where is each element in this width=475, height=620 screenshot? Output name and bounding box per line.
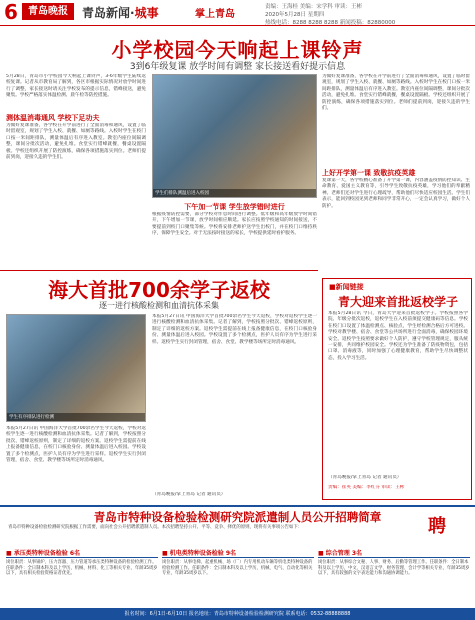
paper-logo: 青岛晚报 <box>22 3 74 20</box>
story1-photo-caption: 学生们排队测温后进入校园 <box>153 189 316 197</box>
news-link-box <box>322 278 472 500</box>
story1-body3: 复课第一天，各学校精心准备了开学第一课，内容涵盖疫情防控知识、生命教育、爱国主义教育等，引导学生致敬抗疫英雄，学习他们的奉献精神。老师们还对学生进行心理疏导，帮助他们尽快适应校园生活。学生们表示，能回到校园见到老师和同学非常开心，一定会认真学习，做好个人防护。 <box>322 178 470 209</box>
news-link-tag: ■新闻链接 <box>329 283 364 291</box>
job-ad-intro: 青岛市特种设备检验检测研究院根据工作需要，面向社会公开招聘派遣制人员。本次招聘坚持公开、平等、竞争、择优的原则，现将有关事项公告如下： <box>8 525 303 530</box>
editors: 责编：王海桂 美编：宋学科 审读：王彬 <box>265 4 362 10</box>
story2-photo <box>6 314 146 422</box>
job-ad-column-title: ■ 承压类特种设备检验 6名 <box>6 548 158 558</box>
story1-body2: 根据疫情防控需要，部分学校对作息时间进行调整。低年级和高年级放学时间错开，下午增加一节课，放学时间相应顺延。家长应按照学校通知的时间接送，不要提前到校门口聚集等候。学校将安排老师护送学生出校门，并在校门口维持秩序，保障学生安全。对于无法按时接送的家长，学校提供延时看护服务。 <box>152 212 317 237</box>
story2-reporter: （青岛晚报/掌上青岛 记者 通讯员） <box>152 492 226 497</box>
contact-line: 热线电话：8288 8288 8288 新闻投稿：82880000 <box>265 20 396 26</box>
story3-body: 本报5月28日讯 今日，青岛大学迎来首批返校学子。学校按照各学院、年级分批次返校，返校学生在入校前须提交健康码等信息。学校在校门口设置了体温检测点、核验点，学生经检测合格后方可进校。学校对教学楼、宿舍、食堂等公共场所进行全面消毒，确保校园环境安全。返校学生按照要求做好个人防护，遵守学校管理规定，服从统一安排，共同维护校园安全。学校还为学生准备了防疫物资包，包括口罩、消毒液等，同时加强了心理健康教育，帮助学生尽快调整状态，投入学习生活。 <box>328 311 468 361</box>
story2-body: 本报5月27日讯 中国海洋大学首批700余名学生今天返校，学校对返校学生逐一进行核酸检测和血清抗体采集。记者了解到，学校按照分批次、错峰返校原则，制定了详细的返校方案。返校学生需提前在线上报备健康信息，在校门口核验身份、测量体温后进入校园。学校设置了多个检测点，医护人员有序为学生进行采样。返校学生实行封闭管理，宿舍、食堂、教学楼等场所定时消毒通风。 <box>152 314 317 345</box>
app-logo: 掌上青岛 <box>195 9 235 20</box>
section-name: 城事 <box>134 6 159 20</box>
story2-headline: 海大首批700余学子返校 <box>48 278 270 302</box>
job-ad-column-text: 岗位职责：从事综合文秘、人事、财务、后勤等管理工作。任职条件：全日制本科及以上学历，中文、汉语言文学、财务管理、会计学等相关专业，年龄35周岁以下，具有较强的文字表达能力和沟通协调能力。 <box>318 560 470 577</box>
job-ad-column <box>162 548 314 608</box>
job-ad-title: 青岛市特种设备检验检测研究院派遣制人员公开招聘简章 <box>93 510 382 524</box>
story2-subheadline: 逐一进行核酸检测和血清抗体采集 <box>99 301 219 310</box>
divider <box>0 270 318 271</box>
story1-photo <box>152 74 317 198</box>
issue-date: 2020年5月28日 星期四 <box>265 12 325 18</box>
story2-body-col1: 本报5月27日讯 中国海洋大学首批700余名学生今天返校，学校对返校学生逐一进行核酸检测和血清抗体采集。记者了解到，学校按照分批次、错峰返校原则，制定了详细的返校方案。返校学生需提前在线上报备健康信息，在校门口核验身份、测量体温后进入校园。学校设置了多个检测点，医护人员有序为学生进行采样。返校学生实行封闭管理，宿舍、食堂、教学楼等场所定时消毒通风。 <box>6 426 146 464</box>
job-ad-footer: 报名时间：6月1日-6月10日 报名地址：青岛市特种设备检验检测研究院 联系电话：0532-88888888 <box>0 608 475 620</box>
job-ad-column-title: ■ 机电类特种设备检验 9名 <box>162 548 314 558</box>
story3-reporter: （青岛晚报/掌上青岛 记者 通讯员） <box>328 475 402 480</box>
story1-sub2: 下午加一节课 学生放学错时进行 <box>184 203 285 211</box>
header-meta <box>265 3 470 27</box>
story1-subheadline: 3到6年级复课 放学时间有调整 家长接送看好提示信息 <box>129 62 346 72</box>
job-ad-stamp: 聘 <box>428 516 446 537</box>
story1-sub3: 上好开学第一课 致敬抗疫英雄 <box>322 169 416 177</box>
story1-headline: 小学校园今天响起上课铃声 <box>111 38 364 62</box>
job-ad-column-text: 岗位职责：从事电梯、起重机械、场（厂）内专用机动车辆等机电类特种设备的检验检测工作。任职条件：全日制本科及以上学历，机械、电气、自动化等相关专业，年龄35周岁以下。 <box>162 560 313 577</box>
story1-lead: 5月28日，青岛市小学校园今天响起上课铃声，3-6年级学生陆续返校复课。记者从市教育局了解到，各区市根据实际情况对放学时间进行了调整，家长接送时请关注学校发布的提示信息，错峰接送，避免聚集。学校严格落实体温检测、晨午检等防控措施。 <box>6 74 146 99</box>
story1-body1: 为做好复课准备，各学校在开学前进行了全面消毒和通风，设置了临时留观室，规划了学生入校、就餐、如厕等路线。入校时学生在校门口按一米间距排队，测量体温后有序进入教室。教室内座位间隔调整，课间分批次活动，避免扎堆。食堂实行错峰就餐，餐桌设置隔板。学校还组织开展了防控演练，确保各项措施落实到位。老师们提前到岗，迎接久违的学生们。 <box>6 123 146 161</box>
section-prefix: 青岛新闻· <box>82 6 135 20</box>
story3-headline: 青大迎来首批返校学子 <box>337 295 458 309</box>
story1-sub1: 测体温消毒通风 学校下足功夫 <box>6 114 100 122</box>
job-ad-column <box>318 548 470 608</box>
page-number: 6 <box>4 0 18 24</box>
section-title <box>82 4 159 21</box>
story3-editor-note: 责编：崔英 美编：李红芬 审读：王彬 <box>328 485 405 490</box>
story1-body-col3: 为做好复课准备，各学校在开学前进行了全面消毒和通风，设置了临时留观室，规划了学生入校、就餐、如厕等路线。入校时学生在校门口按一米间距排队，测量体温后有序进入教室。教室内座位间隔调整，课间分批次活动，避免扎堆。食堂实行错峰就餐，餐桌设置隔板。学校还组织开展了防控演练，确保各项措施落实到位。老师们提前到岗，迎接久违的学生们。 <box>322 74 470 112</box>
job-ad-column-title: ■ 综合管理 3名 <box>318 548 470 558</box>
job-ad-column <box>6 548 158 608</box>
job-ad-column-text: 岗位职责：从事锅炉、压力容器、压力管道等承压类特种设备的检验检测工作。任职条件：全日制本科及以上学历，机械、材料、化工等相关专业，年龄35周岁以下，具有相关检验资格证者优先。 <box>6 560 158 577</box>
story2-photo-caption: 学生有序排队进行检测 <box>7 413 145 421</box>
